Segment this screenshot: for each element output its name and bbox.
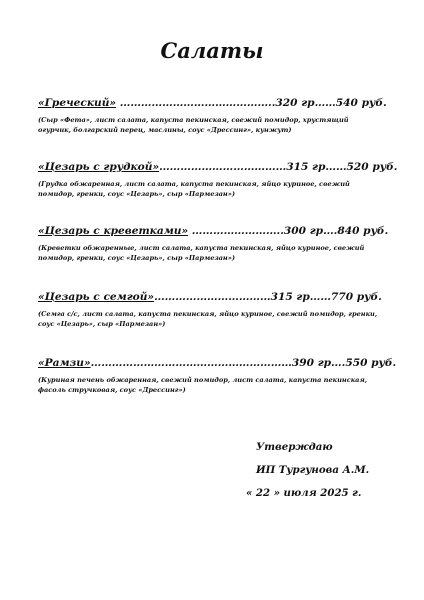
- item-title-line: [38, 356, 397, 370]
- signature-date: « 22 » июля 2025 г.: [246, 487, 362, 499]
- item-title-line: [38, 96, 388, 110]
- item-name: «Рамзи»: [38, 357, 91, 369]
- item-title-line: [38, 224, 388, 238]
- item-description: (Грудка обжаренная, лист салата, капуста пекинская, яйцо куриное, свежий помидор, гренки, соус «Цезарь», сыр «Пармезан»): [38, 180, 350, 198]
- item-price-line: …………………………………………………390 гр….550 руб.: [90, 357, 397, 369]
- menu-item-caesar-chicken: [38, 160, 398, 199]
- signature-person: ИП Тургунова А.М.: [256, 464, 370, 476]
- item-description: (Сыр «Фета», лист салата, капуста пекинская, свежий помидор, хрустящий огурчик, болгарский перец, маслины, соус «Дрессинг», кунжут): [38, 116, 349, 134]
- item-title-line: [38, 160, 398, 174]
- item-description: (Куриная печень обжаренная, свежий помидор, лист салата, капуста пекинская, фасоль стручковая, соус «Дрессинг»): [38, 376, 367, 394]
- item-name: «Греческий»: [38, 97, 117, 109]
- item-description: (Креветки обжаренные, лист салата, капуста пекинская, яйцо куриное, свежий помидор, гренки, соус «Цезарь», сыр «Пармезан»): [38, 244, 365, 262]
- item-price-line: ……………………………………..320 гр……540 руб.: [116, 97, 387, 109]
- menu-item-caesar-shrimp: [38, 224, 388, 263]
- menu-item-caesar-salmon: [38, 290, 388, 329]
- menu-item-ramzi: [38, 356, 397, 395]
- signature-approve: Утверждаю: [256, 441, 333, 453]
- menu-item-greek: [38, 96, 388, 135]
- item-price-line: ………………………………315 гр……520 руб.: [159, 161, 398, 173]
- item-name: «Цезарь с грудкой»: [38, 161, 160, 173]
- item-description: (Семга с/с, лист салата, капуста пекинская, яйцо куриное, свежий помидор, гренки, соус «Цезарь», сыр «Пармезан»): [38, 310, 378, 328]
- page-title: Салаты: [160, 38, 264, 63]
- item-name: «Цезарь с семгой»: [38, 291, 155, 303]
- item-name: «Цезарь с креветками»: [38, 225, 189, 237]
- item-title-line: [38, 290, 388, 304]
- item-price-line: ……………………..300 гр….840 руб.: [188, 225, 389, 237]
- item-price-line: ……………………………315 гр……770 руб.: [154, 291, 382, 303]
